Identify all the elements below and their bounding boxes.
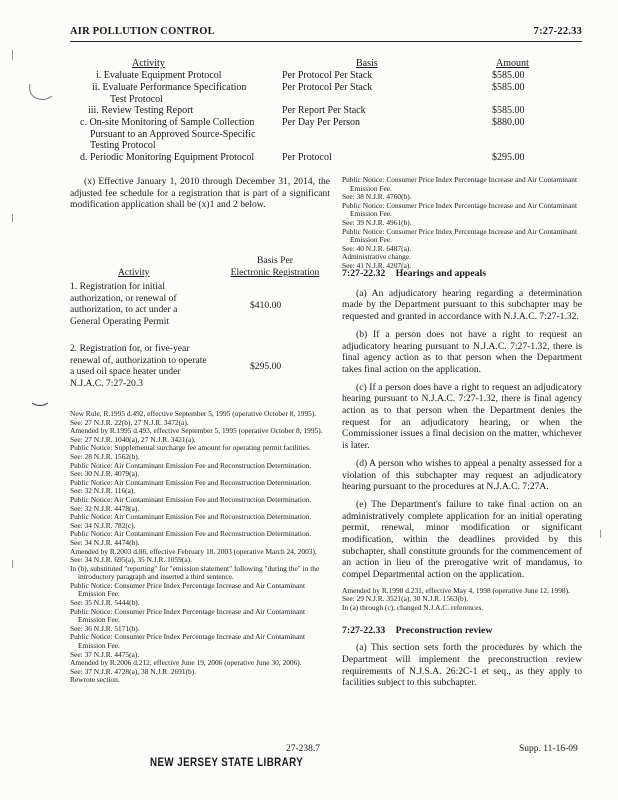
history-note: Public Notice: Consumer Price Index Percentage Increase and Air Contaminant Emission Fee. (70, 632, 305, 651)
history-note: Public Notice: Consumer Price Index Percentage Increase and Air Contaminant Emission Fee. (70, 606, 305, 625)
col-header-basis-1: Basis Per (257, 255, 293, 266)
history-note: See: 29 N.J.R. 3521(a), 30 N.J.R. 1563(b). (342, 594, 469, 604)
fee-basis: Per Protocol Per Stack (282, 70, 373, 81)
history-note: See: 36 N.J.R. 5171(b). (70, 623, 140, 633)
section-number: 7:27-22.32 (342, 268, 386, 279)
col-header-basis-2: Electronic Registration (230, 266, 320, 278)
fee-row (70, 105, 582, 117)
fee-row (70, 82, 582, 105)
fee-activity-cont: Test Protocol (110, 93, 163, 105)
history-note: Public Notice: Air Contaminant Emission Fee and Reconstruction Determination. (70, 512, 312, 522)
reg-activity: 2. Registration for, or five-year renewal of, authorization to operate a used oil space heater under N.J.A.C. 7:27-20.3 (70, 343, 207, 389)
fee-basis: Per Day Per Person (282, 117, 361, 128)
col-header-basis: Basis (356, 58, 378, 69)
fee-activity: d. Periodic Monitoring Equipment Protocol (80, 152, 255, 163)
paragraph: (e) The Department's failure to take final action on an administratively complete application for an initial operating permit, renewal, minor modification or significant modification, within the deadlines provided by this subchapter, shall constitute grounds for the commencement of an action in lieu of the prerogative writ of mandamus, to compel Departmental action on the application. (342, 498, 582, 581)
running-head-section: 7:27-22.33 (533, 26, 582, 37)
margin-tick (600, 530, 601, 538)
registration-fee-table (70, 255, 330, 391)
history-note: See: 32 N.J.R. 4478(a). (70, 503, 140, 513)
margin-scan-mark (26, 82, 56, 104)
supplement-date: Supp. 11-16-09 (519, 744, 578, 754)
history-note: Amended by R.1998 d.231, effective May 4, 1998 (operative June 12, 1998). (342, 585, 570, 595)
fee-amount: $295.00 (492, 152, 525, 163)
paragraph: (d) A person who wishes to appeal a penalty assessed for a violation of this subchapter may request an adjudicatory hearing pursuant to the procedures at N.J.A.C. 7:27A. (342, 457, 582, 493)
fee-basis: Per Report Per Stack (282, 105, 366, 116)
history-note: Public Notice: Consumer Price Index Percentage Increase and Air Contaminant Emission Fee. (70, 580, 305, 599)
fee-basis: Per Protocol (282, 152, 332, 163)
paragraph: (a) An adjudicatory hearing regarding a determination made by the Department pursuant to this subchapter may be requested and granted in accordance with N.J.A.C. 7:27-1.32. (342, 287, 582, 323)
history-note: Administrative change. (342, 252, 411, 262)
history-note: See: 39 N.J.R. 4961(b). (342, 217, 412, 227)
fee-activity: i. Evaluate Equipment Protocol (96, 70, 222, 81)
history-note: New Rule, R.1995 d.492, effective September 5, 1995 (operative October 8, 1995). (70, 409, 317, 418)
fee-basis: Per Protocol Per Stack (282, 82, 373, 93)
fee-row (70, 117, 582, 152)
fee-amount: $585.00 (492, 70, 525, 81)
fee-amount: $880.00 (492, 117, 525, 128)
history-note: Public Notice: Air Contaminant Emission Fee and Reconstruction Determination. (70, 494, 312, 504)
fee-row (70, 70, 582, 82)
margin-tick (12, 50, 13, 60)
col-header-activity: Activity (132, 58, 165, 69)
reg-row (70, 281, 330, 343)
margin-scan-mark (30, 400, 50, 410)
history-note: See: 27 N.J.R. 1040(a), 27 N.J.R. 3421(a). (70, 434, 196, 444)
fee-activity-cont: Pursuant to an Approved Source-Specific (90, 128, 256, 140)
section-heading (342, 625, 582, 637)
section-title: Hearings and appeals (395, 268, 487, 279)
history-note: In (a) through (c), changed N.J.A.C. references. (342, 603, 484, 613)
history-note: Public Notice: Air Contaminant Emission Fee and Reconstruction Determination. (70, 477, 312, 487)
section-heading (342, 268, 582, 280)
history-note: See: 34 N.J.R. 695(a), 35 N.J.R. 1059(a). (70, 555, 192, 565)
section-22-32 (342, 268, 582, 695)
intro-text: (x) Effective January 1, 2010 through December 31, 2014, the adjusted fee schedule for a registration that is part of a significant modification application shall be (x)1 and 2 below. (70, 176, 330, 211)
fee-activity: iii. Review Testing Report (88, 105, 194, 116)
col-header-amount: Amount (496, 58, 529, 69)
history-notes-left (70, 410, 330, 685)
history-note: See: 34 N.J.R. 782(c). (70, 520, 136, 530)
history-note: See: 30 N.J.R. 4079(a). (70, 469, 140, 479)
history-note: See: 40 N.J.R. 6487(a). (342, 243, 412, 253)
history-note: Public Notice: Supplemental surcharge fee amount for operating permit facilities. (70, 443, 311, 453)
history-note: See: 27 N.J.R. 22(b), 27 N.J.R. 3472(a). (70, 417, 189, 427)
history-note: See: 34 N.J.R. 4474(b). (70, 537, 140, 547)
fee-row (70, 152, 582, 164)
fee-amount: $585.00 (492, 105, 525, 116)
header-rule (70, 41, 582, 42)
history-note: See: 41 N.J.R. 4207(a). (342, 260, 412, 270)
reg-activity: 1. Registration for initial authorization, or renewal of authorization, to act under a General Operating Permit (70, 281, 178, 327)
fee-activity: c. On-site Monitoring of Sample Collection (80, 117, 255, 128)
history-note: Public Notice: Consumer Price Index Percentage Increase and Air Contaminant Emission Fee. (342, 200, 577, 219)
running-head-title: AIR POLLUTION CONTROL (70, 26, 215, 37)
history-note: Public Notice: Consumer Price Index Percentage Increase and Air Contaminant Emission Fee. (342, 175, 577, 193)
history-note: Amended by R.2006 d.212, effective June 19, 2006 (operative June 30, 2006). (70, 658, 302, 668)
reg-amount: $410.00 (250, 300, 282, 311)
history-note: See: 37 N.J.R. 4728(a), 38 N.J.R. 2691(b). (70, 666, 197, 676)
history-note: See: 32 N.J.R. 116(a). (70, 486, 136, 496)
history-note: Rewrote section. (70, 675, 120, 685)
history-note: Public Notice: Air Contaminant Emission Fee and Reconstruction Determination. (70, 460, 312, 470)
history-note: See: 35 N.J.R. 5444(b). (70, 598, 140, 608)
fee-activity: ii. Evaluate Performance Specification (92, 82, 247, 93)
margin-tick (12, 214, 13, 222)
paragraph: (c) If a person does have a right to request an adjudicatory hearing pursuant to N.J.A.C. 7:27-1.32, there is final agency action as to that person when the Department denies the request for an adjudicatory hearing, or when the Commissioner issues a final decision on the matter, whichever is later. (342, 381, 582, 452)
history-note: Public Notice: Air Contaminant Emission Fee and Reconstruction Determination. (70, 529, 312, 539)
page-number: 27-238.7 (286, 744, 321, 754)
history-notes-right-top (342, 176, 582, 271)
fee-activity-cont: Testing Protocol (90, 140, 156, 152)
history-note: Amended by R.1995 d.493, effective September 5, 1995 (operative October 8, 1995). (70, 426, 323, 436)
col-header-activity: Activity (118, 266, 150, 278)
history-note: Amended by R.2003 d.86, effective February 18, 2003 (operative March 24, 2003). (70, 546, 317, 556)
history-note: See: 38 N.J.R. 4760(b). (342, 192, 412, 202)
library-stamp: NEW JERSEY STATE LIBRARY (150, 757, 304, 769)
section-number: 7:27-22.33 (342, 624, 386, 636)
history-note: In (b), substituted "reporting" for "emission statement" following "during the" in the introductory paragraph and inserted a third sentence. (70, 563, 320, 582)
paragraph: (a) This section sets forth the procedures by which the Department will implement the preconstruction review requirements of N.J.S.A. 26:2C-1 et seq., as they apply to facilities subject to this subchapter. (342, 642, 582, 689)
fee-schedule-table (70, 58, 582, 164)
history-note: See: 37 N.J.R. 4475(a). (70, 649, 140, 659)
history-note: See: 28 N.J.R. 1562(b). (70, 451, 140, 461)
fee-amount: $585.00 (492, 82, 525, 93)
reg-row (70, 343, 330, 391)
paragraph: (b) If a person does not have a right to request an adjudicatory hearing pursuant to N.J.A.C. 7:27-1.32, there is final agency action as to that person when the Department takes final action on the application. (342, 328, 582, 375)
history-note: Public Notice: Consumer Price Index Percentage Increase and Air Contaminant Emission Fee. (342, 226, 577, 245)
section-title: Preconstruction review (395, 624, 493, 636)
reg-amount: $295.00 (250, 361, 282, 372)
intro-paragraph (70, 176, 330, 211)
margin-tick (12, 560, 13, 568)
